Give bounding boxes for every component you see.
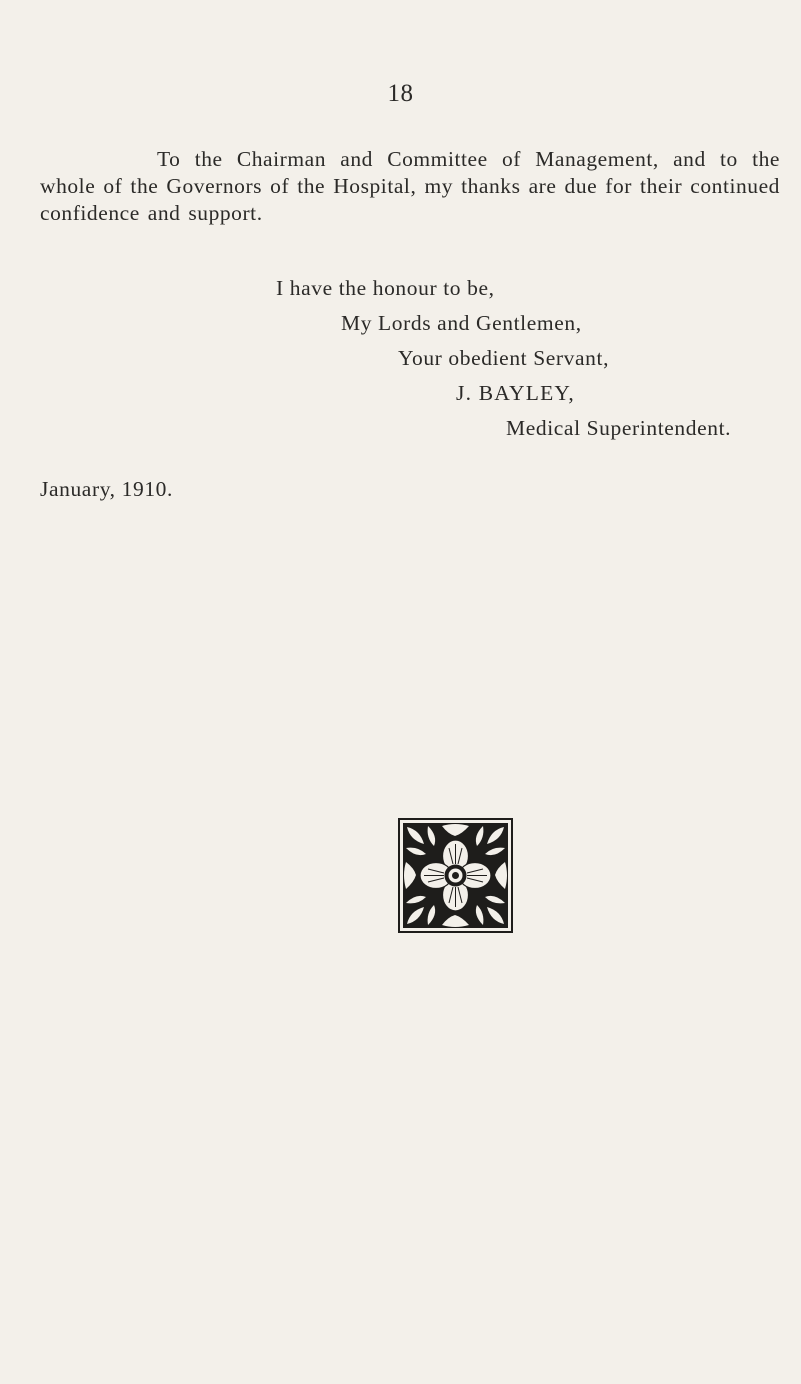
closing-address-line: My Lords and Gentlemen, (341, 311, 582, 335)
closing-salutation-line: I have the honour to be, (276, 276, 495, 300)
letter-date: January, 1910. (40, 477, 173, 501)
acknowledgement-paragraph: To the Chairman and Committee of Management, and to the whole of the Governors of the Hospital, my thanks are due for their continued confidence and support. (40, 147, 780, 225)
signature-title: Medical Superintendent. (506, 416, 732, 440)
closing-servant-line: Your obedient Servant, (398, 346, 610, 370)
signature-name: J. BAYLEY, (456, 381, 575, 405)
floral-tailpiece-ornament-icon (398, 818, 513, 933)
page-number: 18 (387, 80, 414, 107)
